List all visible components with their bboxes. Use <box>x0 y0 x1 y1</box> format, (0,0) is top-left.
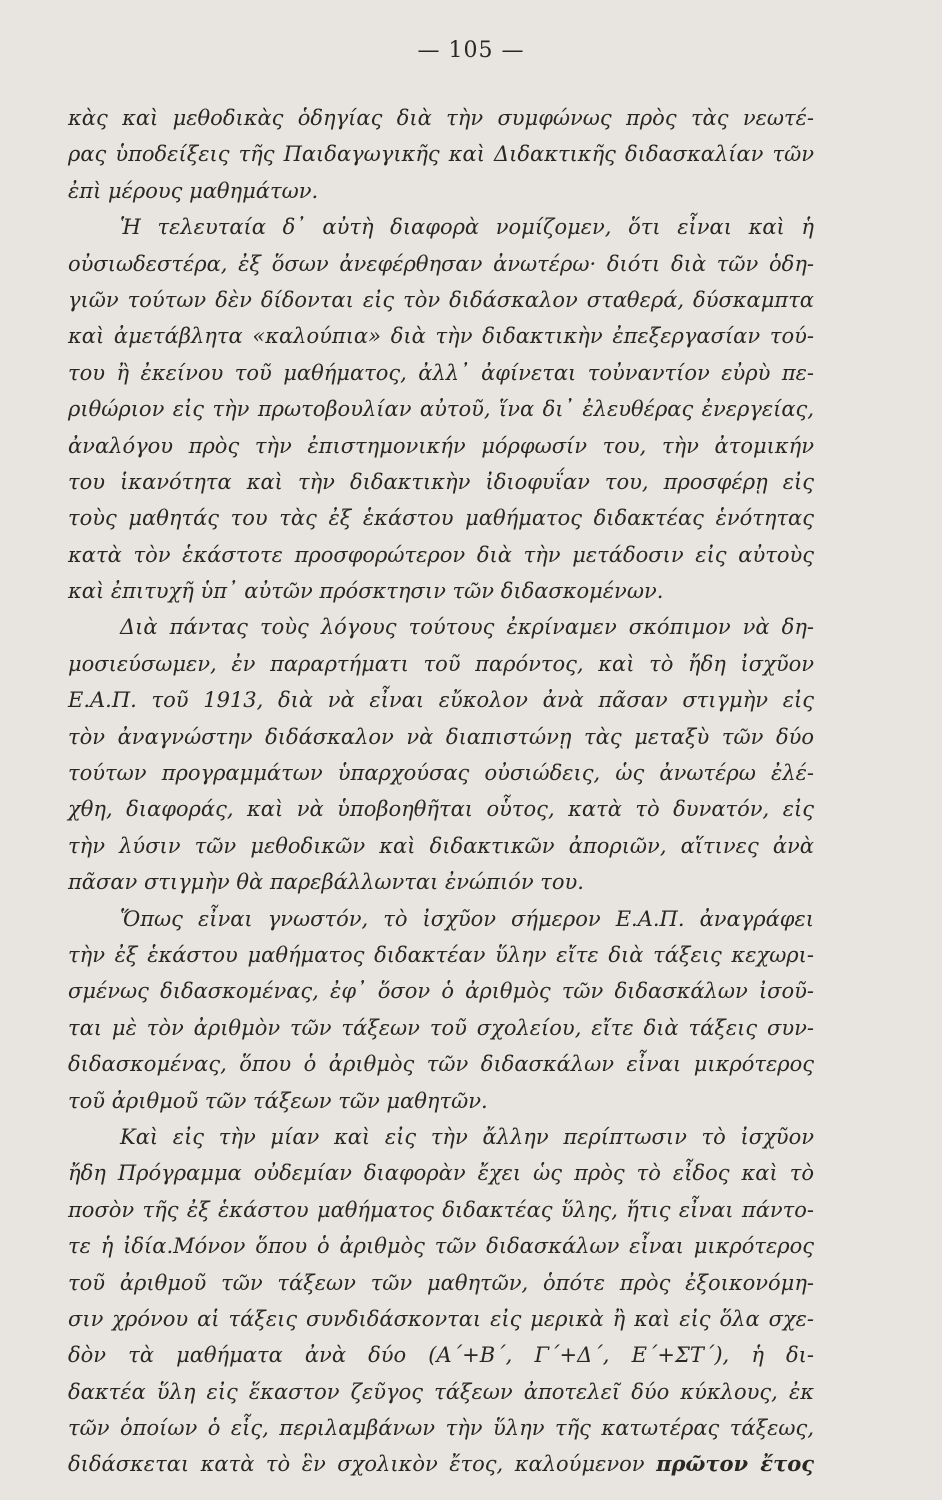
text-line: σμένως διδασκομένας, ἐφ᾽ ὅσον ὁ ἀριθμὸς τῶν διδασκάλων ἰσοῦ- <box>68 979 814 1004</box>
body-text <box>68 100 814 1483</box>
text-line: τούτων προγραμμάτων ὑπαρχούσας οὐσιώδεις, ὡς ἀνωτέρω ἐλέ- <box>68 761 814 786</box>
text-line: κατὰ τὸν ἑκάστοτε προσφορώτερον διὰ τὴν μετάδοσιν εἰς αὐτοὺς <box>68 542 814 567</box>
text-line: πᾶσαν στιγμὴν θὰ παρεβάλλωνται ἐνώπιόν του. <box>68 870 584 895</box>
text-line: ριθώριον εἰς τὴν πρωτοβουλίαν αὐτοῦ, ἵνα δι᾽ ἐλευθέρας ἐνεργείας, <box>68 397 814 422</box>
text-line: ἐπὶ μέρους μαθημάτων. <box>68 178 319 203</box>
text-line: τοῦ ἀριθμοῦ τῶν τάξεων τῶν μαθητῶν. <box>68 1088 488 1113</box>
text-line: διδασκομένας, ὅπου ὁ ἀριθμὸς τῶν διδασκάλων εἶναι μικρότερος <box>68 1052 814 1077</box>
text-line: κὰς καὶ μεθοδικὰς ὁδηγίας διὰ τὴν συμφώνως πρὸς τὰς νεωτέ- <box>68 106 814 130</box>
text-line: τῶν ὁποίων ὁ εἷς, περιλαμβάνων τὴν ὕλην τῆς κατωτέρας τάξεως, <box>68 1416 814 1441</box>
text-line: δακτέα ὕλη εἰς ἕκαστον ζεῦγος τάξεων ἀποτελεῖ δύο κύκλους, ἐκ <box>68 1379 814 1404</box>
text-line: Ε.Α.Π. τοῦ 1913, διὰ νὰ εἶναι εὔκολον ἀνὰ πᾶσαν στιγμὴν εἰς <box>68 688 814 713</box>
text-line: του ἢ ἐκείνου τοῦ μαθήματος, ἀλλ᾽ ἀφίνεται τοὐναντίον εὐρὺ πε- <box>68 360 814 385</box>
text-line: Διὰ πάντας τοὺς λόγους τούτους ἐκρίναμεν σκόπιμον νὰ δη- <box>120 615 814 640</box>
text-line: καὶ ἀμετάβλητα «καλούπια» διὰ τὴν διδακτικὴν ἐπεξεργασίαν τού- <box>68 324 814 349</box>
text-line: Καὶ εἰς τὴν μίαν καὶ εἰς τὴν ἄλλην περίπτωσιν τὸ ἰσχῦον <box>120 1124 814 1149</box>
page-number: — 105 — <box>417 38 525 63</box>
bold-term: πρῶτον ἔτος <box>656 1451 814 1477</box>
text-line: τε ἡ ἰδία.Μόνον ὅπου ὁ ἀριθμὸς τῶν διδασκάλων εἶναι μικρότερος <box>68 1234 814 1259</box>
text-line: ται μὲ τὸν ἀριθμὸν τῶν τάξεων τοῦ σχολείου, εἴτε διὰ τάξεις συν- <box>68 1015 814 1040</box>
text-line: ἀναλόγου πρὸς τὴν ἐπιστημονικήν μόρφωσίν του, τὴν ἀτομικήν <box>68 433 814 458</box>
text-line: του ἱκανότητα καὶ τὴν διδακτικὴν ἰδιοφυΐαν του, προσφέρῃ εἰς <box>68 469 814 494</box>
text-line: Ἡ τελευταία δ᾽ αὐτὴ διαφορὰ νομίζομεν, ὅτι εἶναι καὶ ἡ <box>120 215 814 240</box>
text-line: τὴν λύσιν τῶν μεθοδικῶν καὶ διδακτικῶν ἀποριῶν, αἵτινες ἀνὰ <box>68 833 814 858</box>
text-line: δὸν τὰ μαθήματα ἀνὰ δύο (Α΄+Β΄, Γ΄+Δ΄, Ε΄+ΣΤ΄), ἡ δι- <box>68 1343 814 1368</box>
text-line: καὶ ἐπιτυχῆ ὑπ᾽ αὐτῶν πρόσκτησιν τῶν διδασκομένων. <box>68 579 664 604</box>
text-line-final <box>68 1446 814 1482</box>
text-line: μοσιεύσωμεν, ἐν παραρτήματι τοῦ παρόντος, καὶ τὸ ἤδη ἰσχῦον <box>68 651 814 676</box>
text-line: ρας ὑποδείξεις τῆς Παιδαγωγικῆς καὶ Διδακτικῆς διδασκαλίαν τῶν <box>68 142 814 167</box>
text-line: γιῶν τούτων δὲν δίδονται εἰς τὸν διδάσκαλον σταθερά, δύσκαμπτα <box>68 287 814 312</box>
text-line: οὐσιωδεστέρα, ἐξ ὅσων ἀνεφέρθησαν ἀνωτέρω· διότι διὰ τῶν ὁδη- <box>68 251 814 276</box>
text-line: ποσὸν τῆς ἐξ ἑκάστου μαθήματος διδακτέας ὕλης, ἥτις εἶναι πάντο- <box>68 1197 814 1222</box>
text-line: σιν χρόνου αἱ τάξεις συνδιδάσκονται εἰς μερικὰ ἢ καὶ εἰς ὅλα σχε- <box>68 1306 814 1331</box>
text-line: τοῦ ἀριθμοῦ τῶν τάξεων τῶν μαθητῶν, ὁπότε πρὸς ἐξοικονόμη- <box>68 1270 814 1295</box>
text-line: τὴν ἐξ ἑκάστου μαθήματος διδακτέαν ὕλην εἴτε διὰ τάξεις κεχωρι- <box>68 942 814 967</box>
text-line: χθη, διαφοράς, καὶ νὰ ὑποβοηθῆται οὗτος, κατὰ τὸ δυνατόν, εἰς <box>68 797 814 822</box>
text-line-final-plain: διδάσκεται κατὰ τὸ ἓν σχολικὸν ἔτος, καλούμενον <box>68 1452 645 1477</box>
text-line: τοὺς μαθητάς του τὰς ἐξ ἑκάστου μαθήματος διδακτέας ἑνότητας <box>68 506 814 531</box>
text-line: ἤδη Πρόγραμμα οὐδεμίαν διαφορὰν ἔχει ὡς πρὸς τὸ εἶδος καὶ τὸ <box>68 1161 814 1186</box>
text-line: τὸν ἀναγνώστην διδάσκαλον νὰ διαπιστώνῃ τὰς μεταξὺ τῶν δύο <box>68 724 814 749</box>
text-line: Ὅπως εἶναι γνωστόν, τὸ ἰσχῦον σήμερον Ε.Α.Π. ἀναγράφει <box>120 906 814 931</box>
